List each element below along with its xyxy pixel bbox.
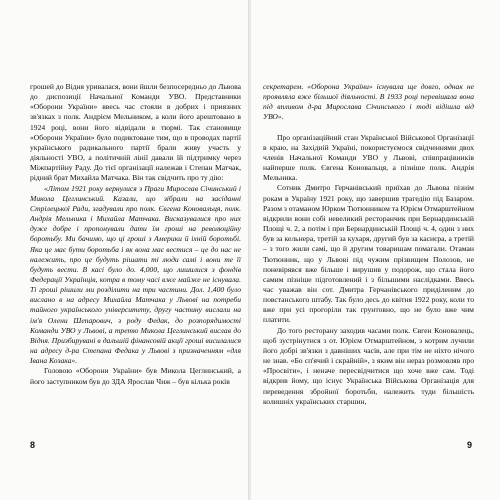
left-paragraph-3: Головою «Оборони України» був Микола Цеглинський, а його заступником був до ЗДА Ярослав Чиж – був кілька років <box>30 366 241 386</box>
right-paragraph-3: Сотник Дмитро Герчанівський приїхав до Львова пізнім рокам в Україну 1921 року, що завершив трагедію під Базаром. Разом з отаманом Юрком Тютюнником та Юрієм Отмарштейном відкрили вони собі невеликий ресторанчик при Бернардинській Площі ч. 2, а потім і при Бернардинській Площі ч. 4, один з них був за кельнера, третій за кухаря, другий був за касиєра, а третій – з того жили самі, що й другим товаришам помагали. Отаман Тютюнник, що у Львові під чужим прізвищем Полозов, не поневірявся вже більше і вирушив у подорож, що стала його самим пізніше підготовлений і з більшими наслідками. Ввесь час уважав він сот. Дмитра Герчанівського приділеним до повстанського штабу. Так було десь до квітня 1922 року, коли то вже при усі прогоріли так грунтовно, що не було вже чим платити. <box>263 183 474 325</box>
page-number-right: 9 <box>466 440 472 450</box>
page-number-left: 8 <box>30 440 36 450</box>
left-paragraph-1: грошей до Відня уривалася, вони йшли безпосередньо до Львова до диспозиції Начальної Команди УВО. Представники «Оборони України» ввесь час стояли в добрих і приязних зв'язках з полк. Андрієм Мельником, а коли його арештовано в 1924 році, вони його відвідали в тюрмі. Так становище «Оборони України» було подиктоване тим, що в проводах партії українського радикального партії брали живу участь у діяльності УВО, а політичній лінії давали їй підтримку через Міжпартійну Раду. До тієї організації належав і Степан Матчак, рідний брат Михайла Матчака. Він так свідчить про ту дію: <box>30 82 241 183</box>
right-paragraph-4: До того ресторану заходив часами полк. Євген Коновалець, щоб зустрінутися з от. Юрієм Отмарштейном, з котрим лучили його добрі зв'язки з давніших часів, але при тім не ніхто нічого не знав. «Бо сп'ячий і скрайній», з яким він нераз розмовляв про «Просвіти», і неначе пересвідчитися що хоче вже сам. Тоді відкрив йому, що існує Українська Військова Організація для переведення збройної боротьби, належить туди більшість колишніх українських старшин, <box>263 325 474 406</box>
left-paragraph-2-quote: «Літом 1921 року вернулися з Праги Мирослав Січинський і Микола Цеглинський. Казали, що зібрали на засіданні Стрілецької Ради, згадували про полк. Євгена Коновальця, полк. Андрія Мельника і Михайла Матчака. Висказувалися про них дуже добре і пропонували дати їм гроші на революційну боротьбу. Ми бачимо, що ці гроші з Америки й іхній боротьбі. Яка це має бути боротьба і як вона має вестися – це до нас не належить, про це будуть рішати ті люди самі і вони те її будуть вести. В касі було до. 4,000, що лишилися з фондів Федерації Українців, котра в тому часі вже майже не існувала. Ті гроші рішили ми розділити на три частини. Дол. 1,400 було вислано в на адресу Михайла Матчака у Львові на потреби тайного українського університету, другу частину вислали на ім'я Олени Шепарович, з роду Федак, до розпорядимості Команди УВО у Львові, а третю Микола Цеглинський вислав до Відня. Призбирувані в дальшій фінансовій акції гроші висилалися на адресу д-ра Степана Федака у Львові з призначенням «для Івана Козака». <box>30 183 241 366</box>
right-paragraph-2: Про організаційний стан Української Військової Організації в краю, на Західній Україні, покористуємося свідченнями двох членів Начальної Команди УВО у Львові, співпрацівників найперше полк. Євгена Коновальця, а пізніше полк. Андрія Мельника. <box>263 132 474 183</box>
right-paragraph-1-quote: секретарем. «Оборона України» існувала ще довго, однак не проявляла вже більшої діяльності. В 1933 році перевішала вона під впливом д-ра Мирослава Січинського і тоді відішла від УВО». <box>263 82 474 122</box>
right-page <box>251 0 500 500</box>
left-page <box>0 0 249 500</box>
